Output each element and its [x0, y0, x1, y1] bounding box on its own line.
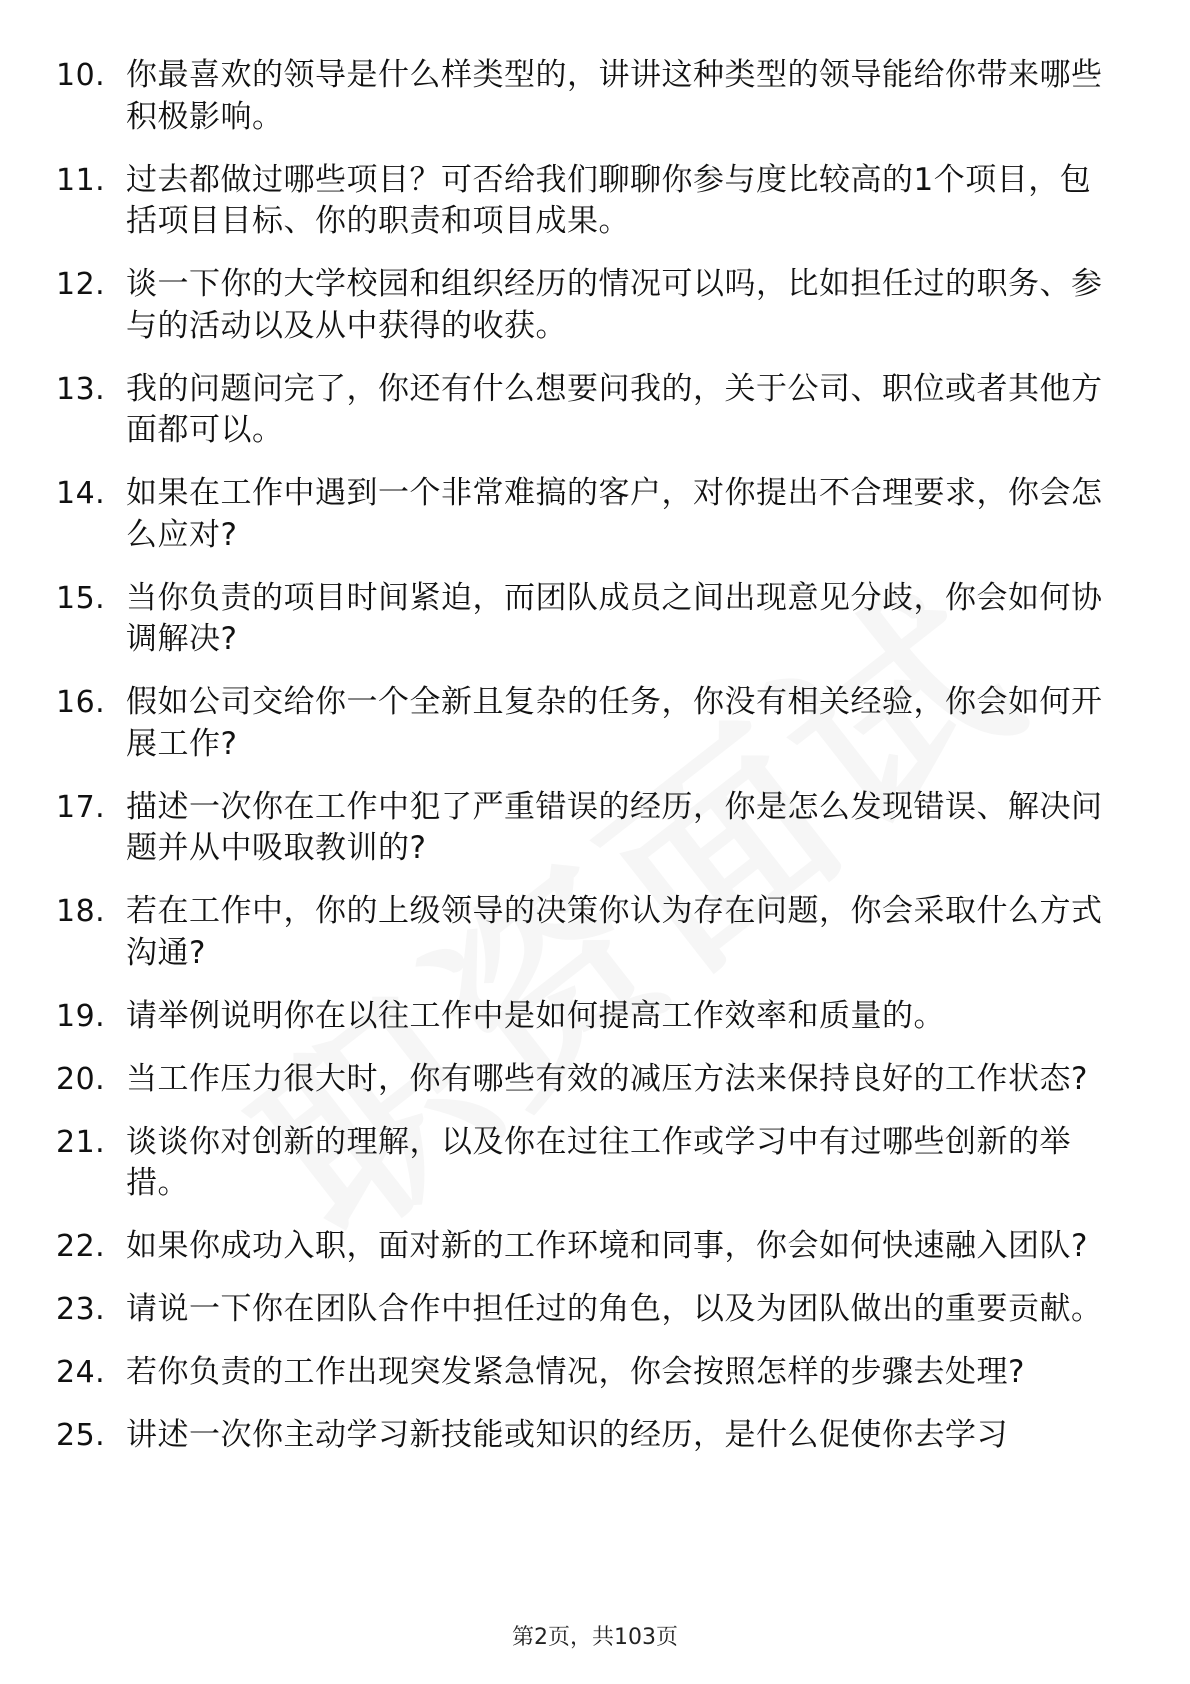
- list-item: [56, 1289, 1116, 1331]
- question-text: 若你负责的工作出现突发紧急情况，你会按照怎样的步骤去处理?: [126, 1354, 1025, 1390]
- question-number: 20.: [56, 1061, 106, 1097]
- question-number: 16.: [56, 685, 106, 720]
- question-text: 如果在工作中遇到一个非常难搞的客户，对你提出不合理要求，你会怎么应对?: [126, 475, 1103, 553]
- question-number: 21.: [56, 1124, 106, 1160]
- question-number: 15.: [56, 580, 106, 616]
- question-number: 18.: [56, 894, 106, 929]
- question-number: 22.: [56, 1229, 106, 1264]
- question-number: 12.: [56, 267, 106, 302]
- list-item: [56, 1415, 1116, 1457]
- question-number: 17.: [56, 789, 106, 825]
- list-item: [56, 578, 1116, 661]
- question-text: 描述一次你在工作中犯了严重错误的经历，你是怎么发现错误、解决问题并从中吸取教训的?: [126, 788, 1103, 866]
- list-item: [56, 787, 1116, 870]
- list-item: [56, 369, 1116, 452]
- list-item: [56, 996, 1116, 1038]
- question-number: 19.: [56, 998, 106, 1034]
- question-text: 当工作压力很大时，你有哪些有效的减压方法来保持良好的工作状态?: [126, 1060, 1088, 1097]
- question-number: 25.: [56, 1418, 106, 1453]
- question-text: 我的问题问完了，你还有什么想要问我的，关于公司、职位或者其他方面都可以。: [126, 370, 1103, 448]
- list-item: [56, 1059, 1116, 1101]
- question-text: 假如公司交给你一个全新且复杂的任务，你没有相关经验，你会如何开展工作?: [126, 684, 1103, 762]
- question-text: 讲述一次你主动学习新技能或知识的经历，是什么促使你去学习: [126, 1417, 1008, 1453]
- list-item: [56, 160, 1116, 243]
- list-item: [56, 473, 1116, 556]
- list-item: [56, 55, 1116, 138]
- question-number: 24.: [56, 1355, 106, 1390]
- question-text: 你最喜欢的领导是什么样类型的，讲讲这种类型的领导能给你带来哪些积极影响。: [126, 57, 1103, 135]
- page-footer: 第2页，共103页: [512, 1625, 678, 1650]
- question-text: 过去都做过哪些项目？可否给我们聊聊你参与度比较高的1个项目，包括项目目标、你的职责和项目成果。: [126, 161, 1092, 239]
- list-item: [56, 1226, 1116, 1268]
- question-number: 23.: [56, 1292, 106, 1327]
- list-item: [56, 1352, 1116, 1394]
- list-item: [56, 891, 1116, 974]
- question-number: 13.: [56, 371, 106, 407]
- list-item: [56, 1122, 1116, 1205]
- question-text: 谈一下你的大学校园和组织经历的情况可以吗，比如担任过的职务、参与的活动以及从中获得的收获。: [126, 266, 1103, 344]
- question-text: 如果你成功入职，面对新的工作环境和同事，你会如何快速融入团队?: [126, 1228, 1088, 1264]
- question-list: [56, 55, 1116, 1478]
- question-number: 14.: [56, 476, 106, 511]
- question-number: 10.: [56, 58, 106, 93]
- question-text: 若在工作中，你的上级领导的决策你认为存在问题，你会采取什么方式沟通?: [126, 893, 1103, 971]
- question-text: 请说一下你在团队合作中担任过的角色，以及为团队做出的重要贡献。: [126, 1291, 1103, 1327]
- question-number: 11.: [56, 162, 106, 198]
- question-text: 谈谈你对创新的理解，以及你在过往工作或学习中有过哪些创新的举措。: [126, 1123, 1071, 1201]
- list-item: [56, 264, 1116, 347]
- question-text: 请举例说明你在以往工作中是如何提高工作效率和质量的。: [126, 997, 945, 1034]
- question-text: 当你负责的项目时间紧迫，而团队成员之间出现意见分歧，你会如何协调解决?: [126, 579, 1103, 657]
- list-item: [56, 682, 1116, 765]
